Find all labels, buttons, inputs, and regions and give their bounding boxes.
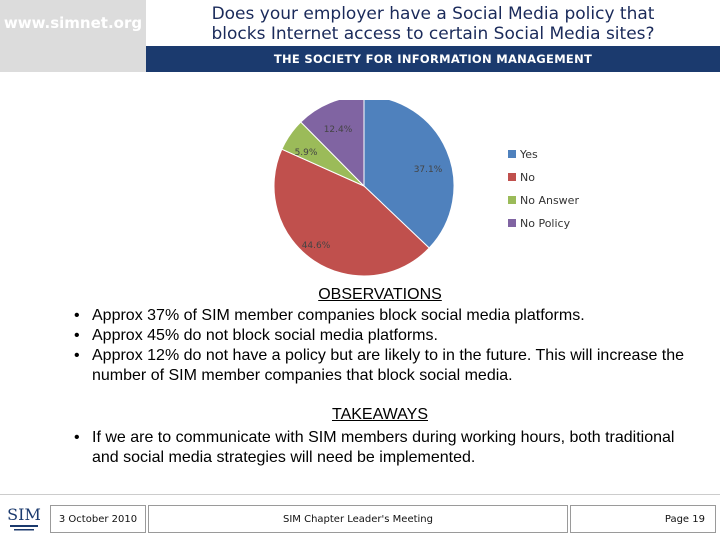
takeaways-heading: TAKEAWAYS — [331, 406, 428, 423]
takeaway-item: • If we are to communicate with SIM members during working hours, both traditional and social media strategies will need be implemented. — [74, 428, 694, 468]
observation-item: • Approx 37% of SIM member companies block social media platforms. — [74, 306, 694, 326]
slide-title-line-2: blocks Internet access to certain Social Media sites? — [211, 24, 655, 44]
society-name: THE SOCIETY FOR INFORMATION MANAGEMENT — [273, 52, 593, 66]
footer-page-number: Page 19 — [570, 505, 716, 533]
footer — [0, 494, 720, 540]
slide-title — [146, 0, 720, 46]
pie-percent-label: 12.4% — [323, 125, 353, 135]
legend-label: No Answer — [520, 194, 579, 207]
header-band — [146, 46, 720, 72]
legend-swatch — [508, 219, 516, 227]
pie-chart — [0, 100, 720, 280]
footer-date: 3 October 2010 — [50, 505, 146, 533]
header-logo-panel — [0, 0, 146, 72]
legend-label: No — [520, 171, 535, 184]
chart-legend — [508, 148, 579, 230]
legend-label: No Policy — [520, 217, 571, 230]
observations-heading: OBSERVATIONS — [318, 286, 442, 303]
pie-percent-label: 5.9% — [294, 148, 318, 158]
observations-list — [74, 306, 694, 386]
footer-event: SIM Chapter Leader's Meeting — [148, 505, 568, 533]
observation-item: • Approx 12% do not have a policy but are likely to in the future. This will increase the number of SIM member companies that block social media. — [74, 346, 694, 386]
legend-swatch — [508, 173, 516, 181]
pie-percent-label: 37.1% — [413, 165, 443, 175]
sim-logo-icon — [6, 501, 42, 535]
takeaways-list — [74, 428, 694, 468]
sim-logo-text: SIM — [7, 505, 41, 524]
site-url: www.simnet.org — [3, 14, 143, 32]
observation-item: • Approx 45% do not block social media platforms. — [74, 326, 694, 346]
legend-label: Yes — [520, 148, 538, 161]
legend-swatch — [508, 196, 516, 204]
slide-title-line-1: Does your employer have a Social Media policy that — [211, 4, 655, 24]
pie-percent-label: 44.6% — [301, 241, 331, 251]
legend-swatch — [508, 150, 516, 158]
